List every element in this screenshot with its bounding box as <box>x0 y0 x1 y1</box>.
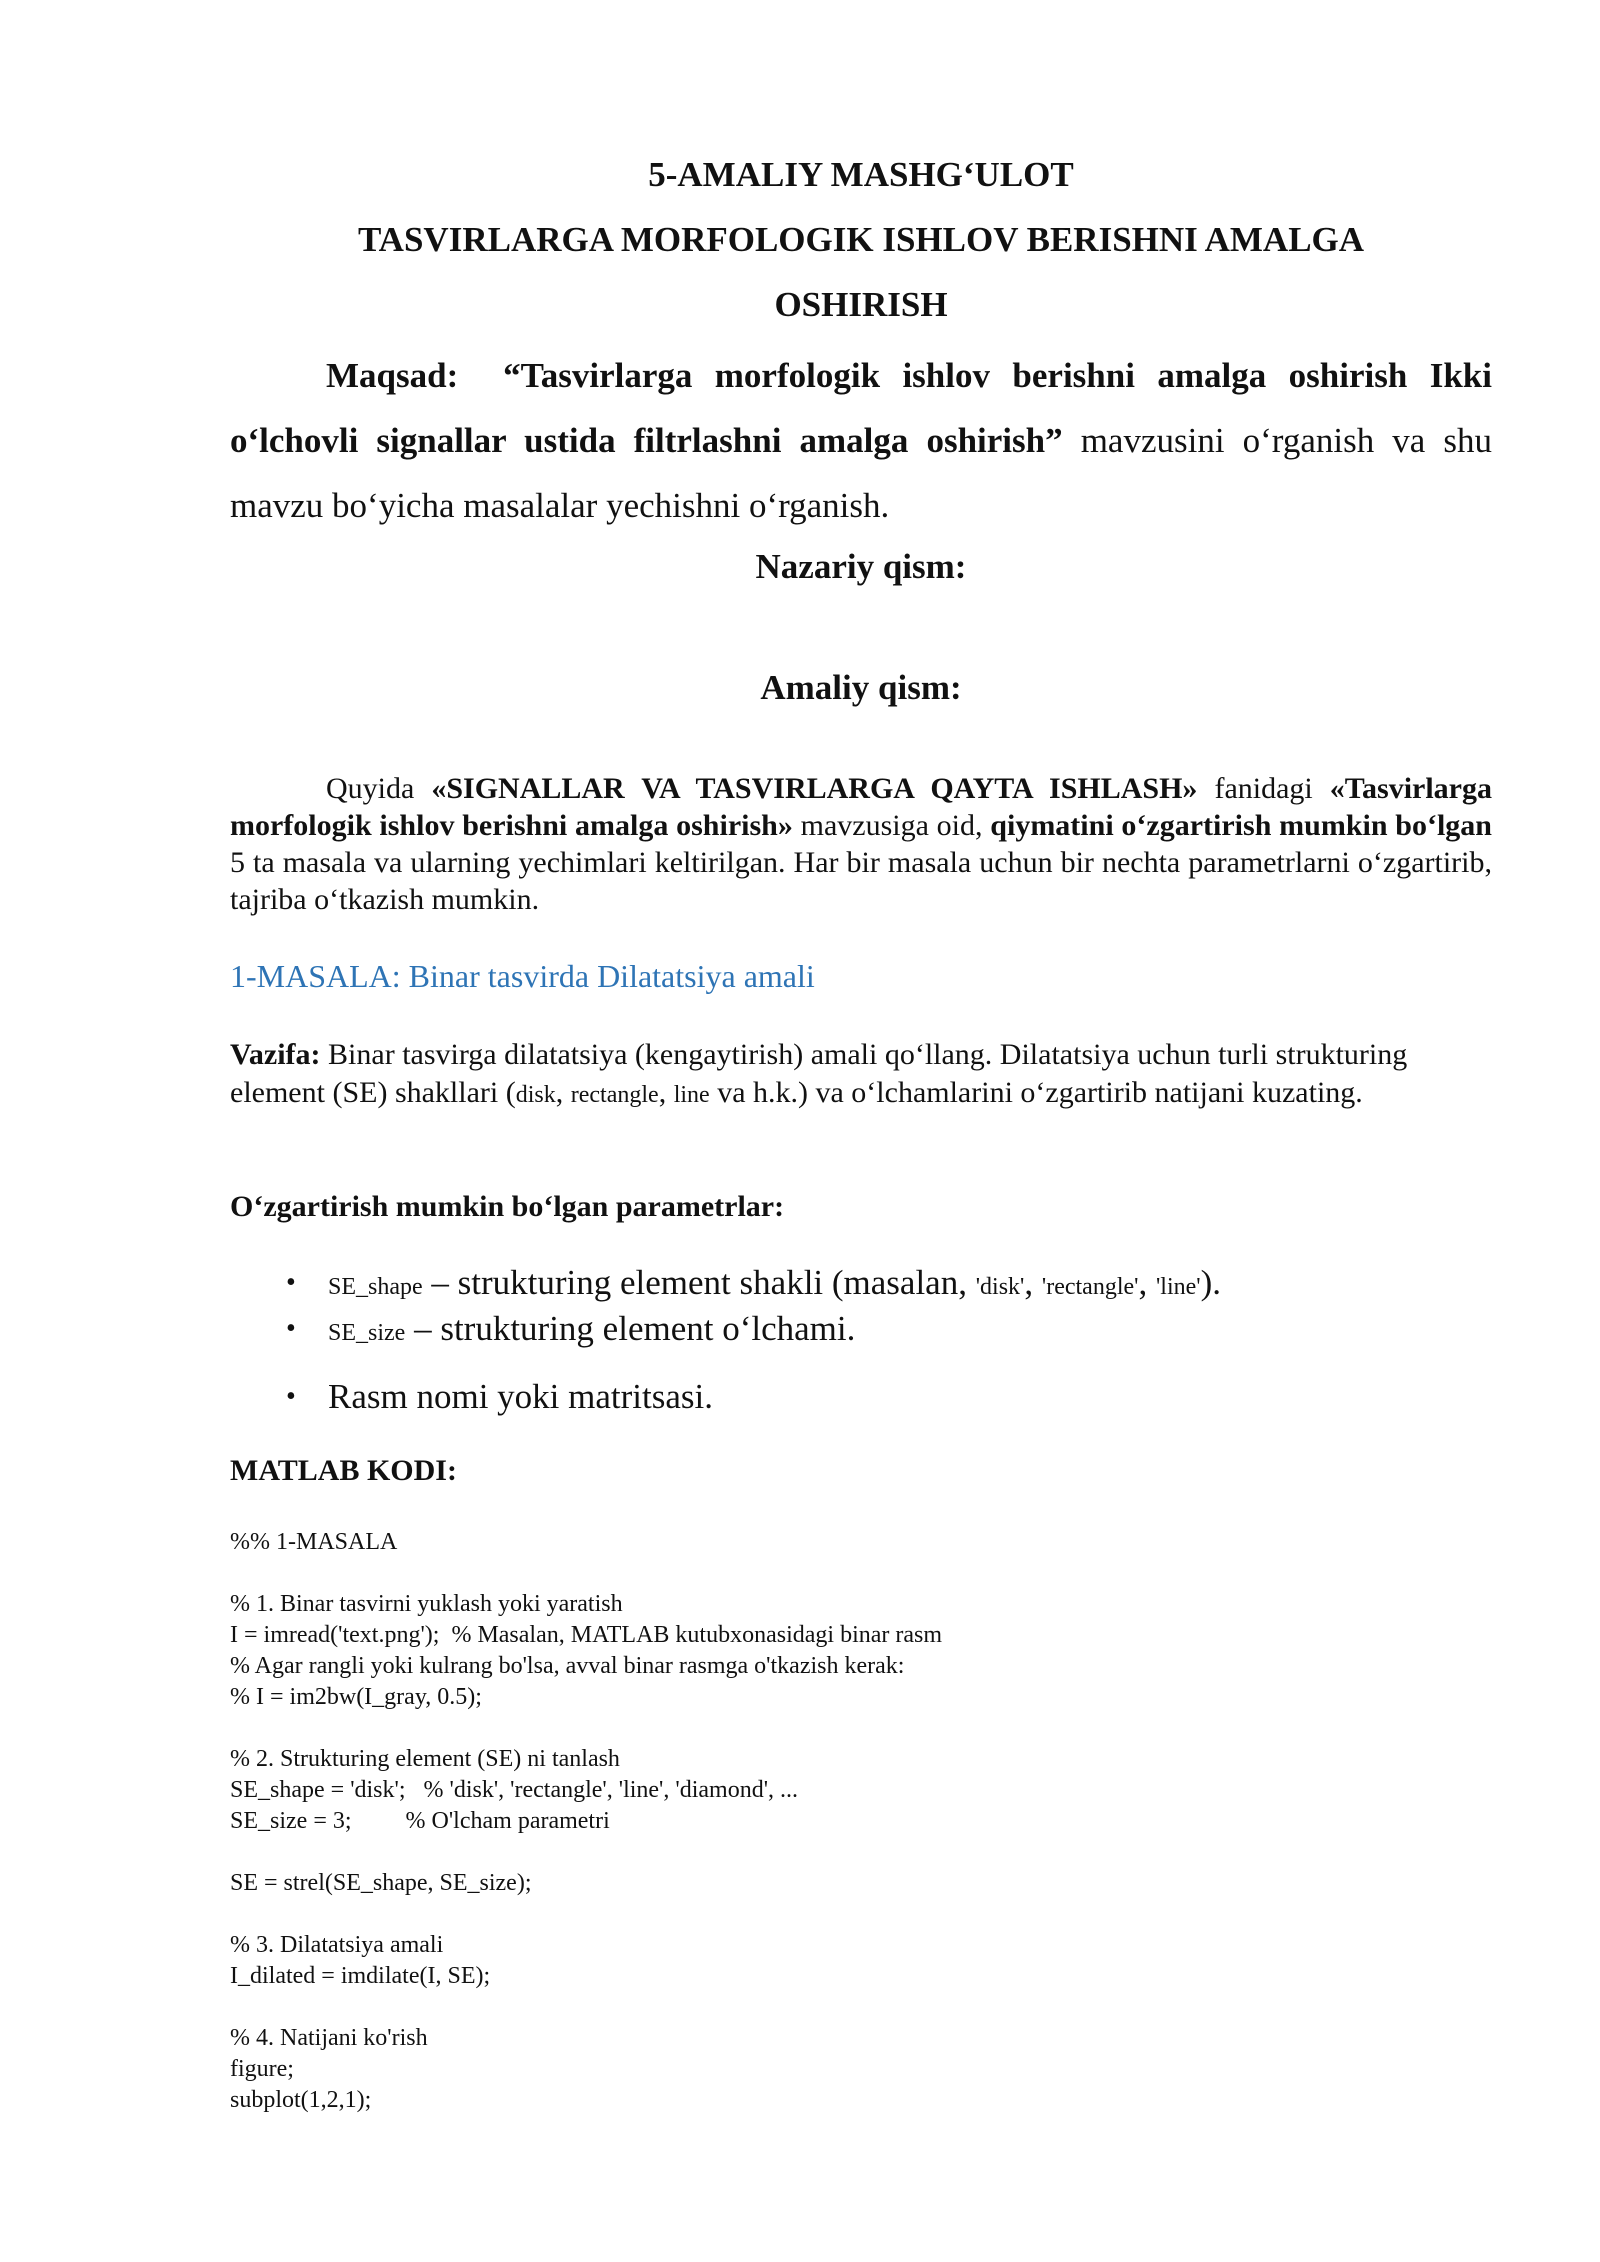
task-rectangle: rectangle <box>570 1082 659 1108</box>
goal-paragraph <box>230 343 1492 538</box>
task-text-1: Binar tasvirga dilatatsiya (kengaytirish) amali qo‘llang. Dilatatsiya uchun turli strukturing element (SE) shakllari ( <box>230 1038 1408 1109</box>
code-line <box>230 1992 1492 2023</box>
bullet-icon: • <box>286 1313 296 1344</box>
param-code: SE_shape <box>328 1274 423 1300</box>
code-line: % Agar rangli yoki kulrang bo'lsa, avval binar rasmga o'tkazish kerak: <box>230 1653 905 1679</box>
code-line: SE_shape = 'disk'; % 'disk', 'rectangle', 'line', 'diamond', ... <box>230 1777 799 1803</box>
code-line: SE_size = 3; % O'lcham parametri <box>230 1808 610 1834</box>
task-sep-2: , <box>658 1076 674 1109</box>
intro-emphasis: qiymatini o‘zgartirish mumkin bo‘lgan <box>990 809 1492 842</box>
section-heading-amaliy: Amaliy qism: <box>760 668 962 707</box>
code-line <box>230 1558 1492 1589</box>
section-heading-nazariy: Nazariy qism: <box>755 547 967 586</box>
code-line: I = imread('text.png'); % Masalan, MATLAB kutubxonasidagi binar rasm <box>230 1622 943 1648</box>
code-block <box>230 1527 1492 2116</box>
code-line <box>230 1899 1492 1930</box>
param-sep: , <box>1138 1263 1156 1302</box>
code-line <box>230 1713 1492 1744</box>
task-line: line <box>673 1082 710 1108</box>
intro-text-1: Quyida <box>326 772 432 805</box>
intro-topic: «Tasvirlarga morfologik ishlov berishni amalga oshirish» <box>230 772 1492 842</box>
goal-rest: mavzusini o‘rganish va shu mavzu bo‘yicha masalalar yechishni o‘rganish. <box>230 421 1492 525</box>
bullet-icon: • <box>286 1381 296 1412</box>
code-heading: MATLAB KODI: <box>230 1454 457 1487</box>
code-line: % 2. Strukturing element (SE) ni tanlash <box>230 1746 620 1772</box>
intro-paragraph <box>230 770 1492 918</box>
code-line: subplot(1,2,1); <box>230 2087 372 2113</box>
code-line: I_dilated = imdilate(I, SE); <box>230 1963 491 1989</box>
code-line: figure; <box>230 2056 294 2082</box>
code-line <box>230 1837 1492 1868</box>
document-title: 5-AMALIY MASHG‘ULOT <box>648 155 1074 194</box>
goal-label: Maqsad: <box>326 356 459 395</box>
param-option: 'rectangle' <box>1041 1274 1139 1300</box>
param-option: 'line' <box>1155 1274 1201 1300</box>
param-text: – strukturing element shakli (masalan, <box>422 1263 976 1302</box>
param-sep: , <box>1024 1263 1042 1302</box>
document-subtitle-line2: OSHIRISH <box>774 285 948 324</box>
document-subtitle-line1: TASVIRLARGA MORFOLOGIK ISHLOV BERISHNI AMALGA <box>357 220 1365 259</box>
intro-subject: «SIGNALLAR VA TASVIRLARGA QAYTA ISHLASH» <box>431 772 1198 805</box>
code-line: SE = strel(SE_shape, SE_size); <box>230 1870 532 1896</box>
task-paragraph <box>230 1036 1492 1114</box>
intro-text-2: fanidagi <box>1197 772 1330 805</box>
param-text: Rasm nomi yoki matritsasi. <box>328 1377 713 1416</box>
param-option: 'disk' <box>975 1274 1025 1300</box>
goal-topic: “Tasvirlarga morfologik ishlov berishni amalga oshirish Ikki o‘lchovli signallar ustida filtrlashni amalga oshirish” <box>230 356 1492 460</box>
task-text-2: va h.k.) va o‘lchamlarini o‘zgartirib natijani kuzating. <box>709 1076 1363 1109</box>
params-list <box>230 1262 1492 1418</box>
code-line: % I = im2bw(I_gray, 0.5); <box>230 1684 482 1710</box>
param-text: – strukturing element o‘lchami. <box>405 1309 856 1348</box>
task-label: Vazifa: <box>230 1038 321 1071</box>
code-line: % 4. Natijani ko'rish <box>230 2025 428 2051</box>
code-line: %% 1-MASALA <box>230 1529 398 1555</box>
list-item <box>230 1376 1492 1418</box>
masala-heading: 1-MASALA: Binar tasvirda Dilatatsiya amali <box>230 958 815 994</box>
bullet-icon: • <box>286 1267 296 1298</box>
param-code: SE_size <box>328 1320 406 1346</box>
intro-text-4: 5 ta masala va ularning yechimlari keltirilgan. Har bir masala uchun bir nechta parametrlarni o‘zgartirib, tajriba o‘tkazish mumkin. <box>230 846 1492 916</box>
params-heading: O‘zgartirish mumkin bo‘lgan parametrlar: <box>230 1190 785 1223</box>
intro-text-3: mavzusiga oid, <box>792 809 991 842</box>
param-end: ). <box>1200 1263 1222 1302</box>
list-item <box>230 1308 1492 1354</box>
task-sep-1: , <box>555 1076 571 1109</box>
task-disk: disk <box>515 1082 556 1108</box>
code-line: % 3. Dilatatsiya amali <box>230 1932 444 1958</box>
list-item <box>230 1262 1492 1308</box>
code-line: % 1. Binar tasvirni yuklash yoki yaratish <box>230 1591 623 1617</box>
